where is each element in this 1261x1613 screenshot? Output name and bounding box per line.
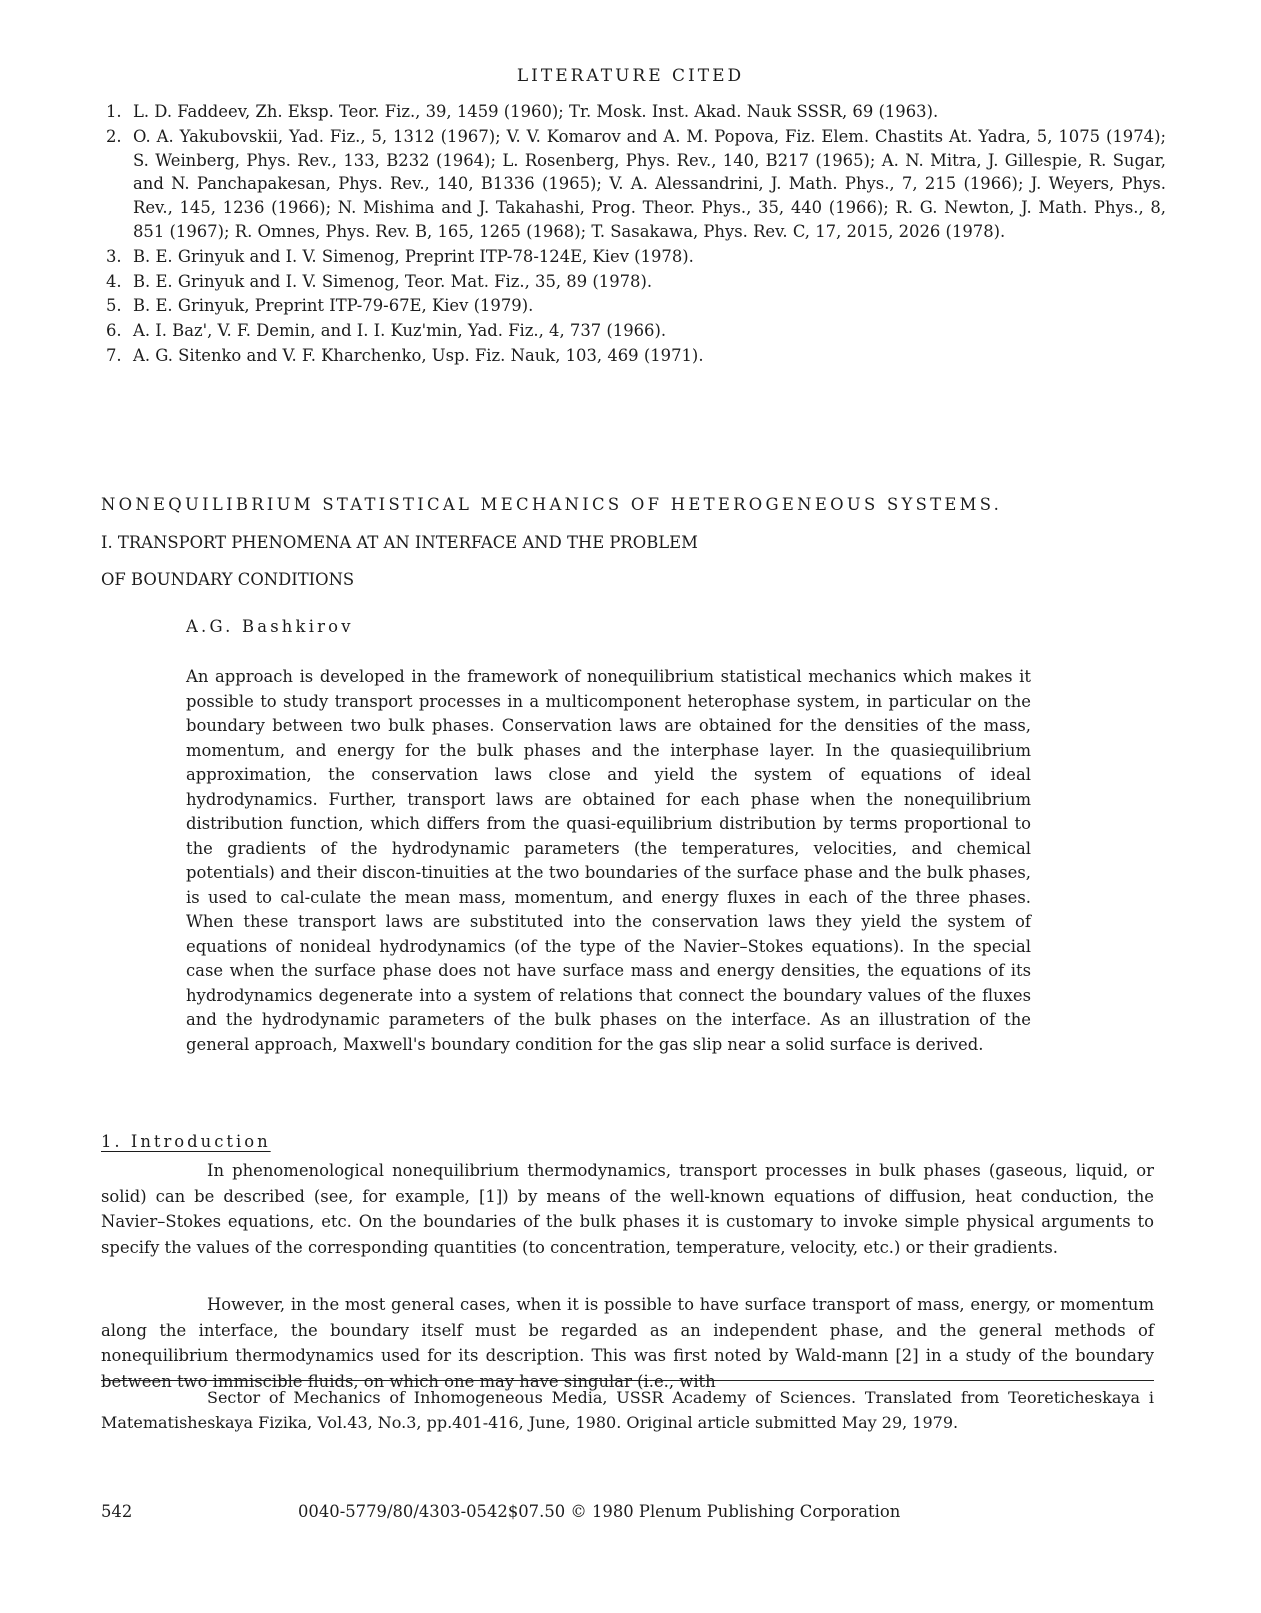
article-title-line-3: OF BOUNDARY CONDITIONS xyxy=(101,570,355,589)
reference-item xyxy=(106,270,1166,294)
reference-item xyxy=(106,344,1166,368)
affiliation-footnote: Sector of Mechanics of Inhomogeneous Media, USSR Academy of Sciences. Translated from Teoreticheskaya i Matematisheskaya Fizika, Vol.43, No.3, pp.401-416, June, 1980. Original article submitted May 29, 1979. xyxy=(101,1388,1154,1432)
reference-number: 6. xyxy=(106,321,122,341)
reference-number: 5. xyxy=(106,296,122,316)
reference-text: L. D. Faddeev, Zh. Eksp. Teor. Fiz., 39, 1459 (1960); Tr. Mosk. Inst. Akad. Nauk SSSR, 69 (1963). xyxy=(133,102,939,121)
reference-item xyxy=(106,294,1166,318)
reference-text: B. E. Grinyuk and I. V. Simenog, Teor. Mat. Fiz., 35, 89 (1978). xyxy=(133,271,653,291)
reference-number: 1. xyxy=(106,102,122,121)
reference-text: O. A. Yakubovskii, Yad. Fiz., 5, 1312 (1967); V. V. Komarov and A. M. Popova, Fiz. Elem. Chastits At. Yadra, 5, 1075 (1974); S. Weinberg, Phys. Rev., 133, B232 (1964); L. Rosenberg, Phys. Rev., 140, B217 (1965); A. N. Mitra, J. Gillespie, R. Sugar, and N. Panchapakesan, Phys. Rev., 140, B1336 (1965); V. A. Alessandrini, J. Math. Phys., 7, 215 (1966); J. Weyers, Phys. Rev., 145, 1236 (1966); N. Mishima and J. Takahashi, Prog. Theor. Phys., 35, 440 (1966); R. G. Newton, J. Math. Phys., 8, 851 (1967); R. Omnes, Phys. Rev. B, 165, 1265 (1968); T. Sasakawa, Phys. Rev. C, 17, 2015, 2026 (1978). xyxy=(133,126,1166,241)
reference-text: B. E. Grinyuk and I. V. Simenog, Preprint ITP-78-124E, Kiev (1978). xyxy=(133,246,694,266)
reference-list xyxy=(106,100,1166,369)
reference-number: 3. xyxy=(106,246,122,266)
body-paragraph: However, in the most general cases, when it is possible to have surface transport of mass, energy, or momentum along the interface, the boundary itself must be regarded as an independent phase, and the general methods of nonequilibrium thermodynamics used for its description. This was first noted by Wald-mann [2] in a study of the boundary between two immiscible fluids, on which one may have singular (i.e., with xyxy=(101,1295,1154,1391)
reference-item xyxy=(106,245,1166,269)
reference-number: 4. xyxy=(106,271,122,291)
article-title-line-1: NONEQUILIBRIUM STATISTICAL MECHANICS OF HETEROGENEOUS SYSTEMS. xyxy=(101,495,1003,514)
issn-copyright-line: 0040-5779/80/4303-0542$07.50 © 1980 Plenum Publishing Corporation xyxy=(298,1502,901,1521)
reference-number: 7. xyxy=(106,345,122,365)
body-paragraph: In phenomenological nonequilibrium thermodynamics, transport processes in bulk phases (gaseous, liquid, or solid) can be described (see, for example, [1]) by means of the well-known equations of diffusion, heat conduction, the Navier–Stokes equations, etc. On the boundaries of the bulk phases it is customary to invoke simple physical arguments to specify the values of the corresponding quantities (to concentration, temperature, velocity, etc.) or their gradients. xyxy=(101,1161,1154,1257)
reference-item xyxy=(106,125,1166,244)
reference-text: A. G. Sitenko and V. F. Kharchenko, Usp. Fiz. Nauk, 103, 469 (1971). xyxy=(133,345,704,365)
reference-item xyxy=(106,319,1166,343)
article-title-line-2: I. TRANSPORT PHENOMENA AT AN INTERFACE AND THE PROBLEM xyxy=(101,533,698,552)
article-abstract: An approach is developed in the framework of nonequilibrium statistical mechanics which makes it possible to study transport processes in a multicomponent heterophase system, in particular on the boundary between two bulk phases. Conservation laws are obtained for the densities of the mass, momentum, and energy for the bulk phases and the interphase layer. In the quasiequilibrium approximation, the conservation laws close and yield the system of equations of ideal hydrodynamics. Further, transport laws are obtained for each phase when the nonequilibrium distribution function, which differs from the quasi-equilibrium distribution by terms proportional to the gradients of the hydrodynamic parameters (the temperatures, velocities, and chemical potentials) and their discon-tinuities at the two boundaries of the surface phase and the bulk phases, is used to cal-culate the mean mass, momentum, and energy fluxes in each of the three phases. When these transport laws are substituted into the conservation laws they yield the system of equations of nonideal hydrodynamics (of the type of the Navier–Stokes equations). In the special case when the surface phase does not have surface mass and energy densities, the equations of its hydrodynamics degenerate into a system of relations that connect the boundary values of the fluxes and the hydrodynamic parameters of the bulk phases on the interface. As an illustration of the general approach, Maxwell's boundary condition for the gas slip near a solid surface is derived. xyxy=(186,667,1031,1054)
section-heading-introduction: 1. Introduction xyxy=(101,1132,271,1151)
reference-text: B. E. Grinyuk, Preprint ITP-79-67E, Kiev (1979). xyxy=(133,296,534,316)
footnote-divider xyxy=(101,1380,1154,1381)
reference-number: 2. xyxy=(106,126,122,146)
literature-cited-heading: LITERATURE CITED xyxy=(516,66,745,86)
article-author: A.G. Bashkirov xyxy=(186,617,354,636)
page-number: 542 xyxy=(101,1502,133,1521)
reference-item xyxy=(106,100,1166,124)
reference-text: A. I. Baz', V. F. Demin, and I. I. Kuz'min, Yad. Fiz., 4, 737 (1966). xyxy=(133,321,667,341)
